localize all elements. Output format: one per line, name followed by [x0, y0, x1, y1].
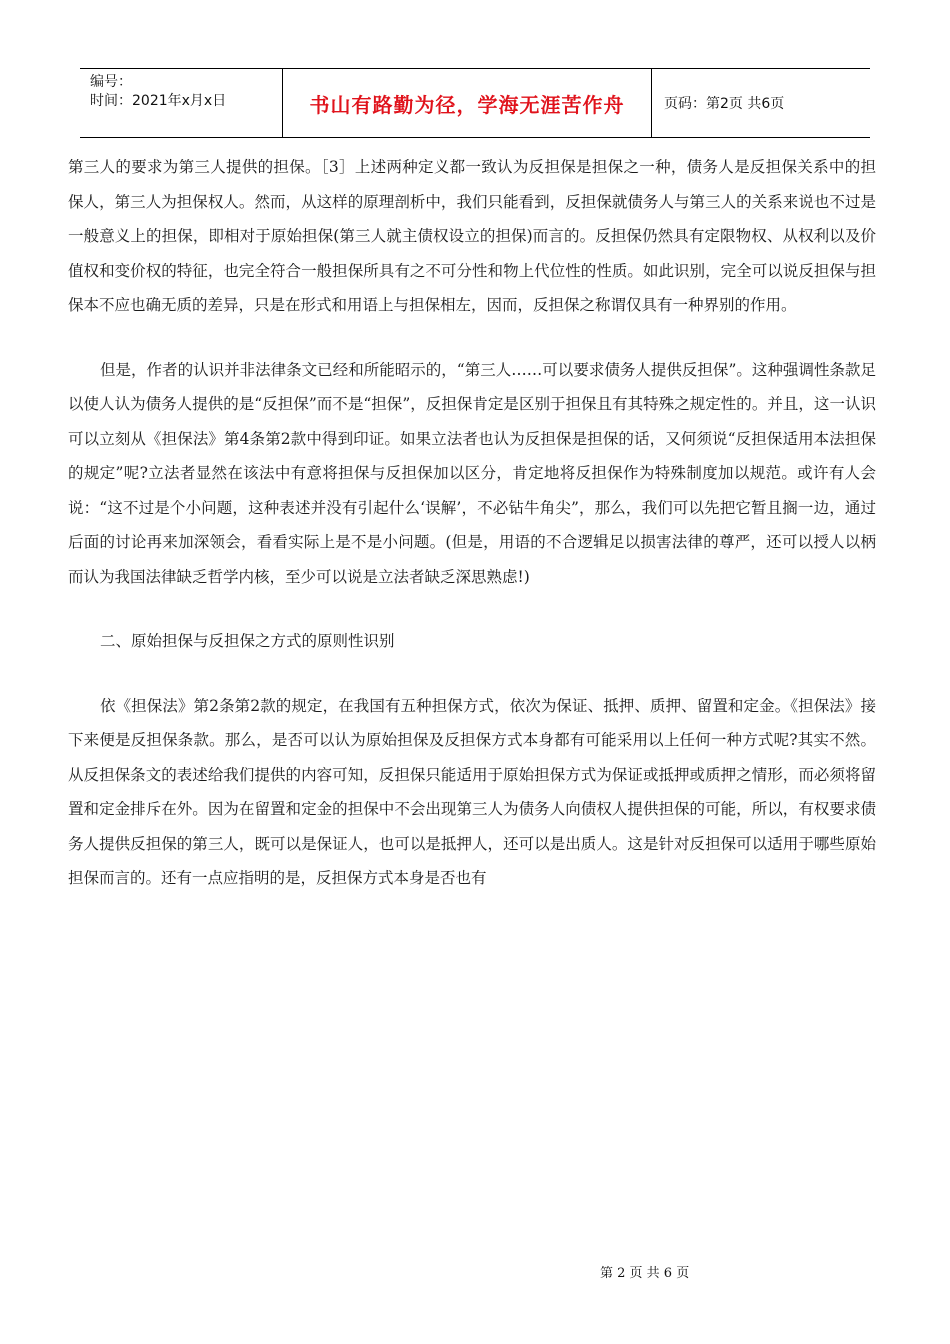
body-paragraph: 第三人的要求为第三人提供的担保。［3］上述两种定义都一致认为反担保是担保之一种，债务人是反担保关系中的担保人，第三人为担保权人。然而，从这样的原理剖析中，我们只能看到，反担保就债务人与第三人的关系来说也不过是一般意义上的担保，即相对于原始担保(第三人就主债权设立的担保)而言的。反担保仍然具有定限物权、从权利以及价值权和变价权的特征，也完全符合一般担保所具有之不可分性和物上代位性的性质。如此识别，完全可以说反担保与担保本不应也确无质的差异，只是在形式和用语上与担保相左，因而，反担保之称谓仅具有一种界别的作用。 [68, 158, 876, 314]
header-meta [80, 69, 282, 137]
document-number-label: 编号： [90, 74, 132, 90]
section-heading: 二、原始担保与反担保之方式的原则性识别 [100, 632, 395, 650]
header-page-info: 页码：第2页 共6页 [664, 96, 785, 112]
document-date: 时间：2021年x月x日 [90, 93, 227, 109]
header-motto: 书山有路勤为径，学海无涯苦作舟 [282, 69, 652, 137]
page-footer: 第 2 页 共 6 页 [600, 1266, 690, 1281]
body-paragraph: 但是，作者的认识并非法律条文已经和所能昭示的，“第三人……可以要求债务人提供反担保”。这种强调性条款足以使人认为债务人提供的是“反担保”而不是“担保”，反担保肯定是区别于担保且有其特殊之规定性的。并且，这一认识可以立刻从《担保法》第4条第2款中得到印证。如果立法者也认为反担保是担保的话，又何须说“反担保适用本法担保的规定”呢?立法者显然在该法中有意将担保与反担保加以区分，肯定地将反担保作为特殊制度加以规范。或许有人会说：“这不过是个小问题，这种表述并没有引起什么‘误解’，不必钻牛角尖”，那么，我们可以先把它暂且搁一边，通过后面的讨论再来加深领会，看看实际上是不是小问题。(但是，用语的不合逻辑足以损害法律的尊严，还可以授人以柄而认为我国法律缺乏哲学内核，至少可以说是立法者缺乏深思熟虑!) [68, 360, 876, 586]
page-header [80, 68, 870, 138]
document-body [68, 150, 876, 896]
body-paragraph: 依《担保法》第2条第2款的规定，在我国有五种担保方式，依次为保证、抵押、质押、留置和定金。《担保法》接下来便是反担保条款。那么，是否可以认为原始担保及反担保方式本身都有可能采用以上任何一种方式呢?其实不然。从反担保条文的表述给我们提供的内容可知，反担保只能适用于原始担保方式为保证或抵押或质押之情形，而必须将留置和定金排斥在外。因为在留置和定金的担保中不会出现第三人为债务人向债权人提供担保的可能，所以，有权要求债务人提供反担保的第三人，既可以是保证人，也可以是抵押人，还可以是出质人。这是针对反担保可以适用于哪些原始担保而言的。还有一点应指明的是，反担保方式本身是否也有 [68, 696, 876, 887]
